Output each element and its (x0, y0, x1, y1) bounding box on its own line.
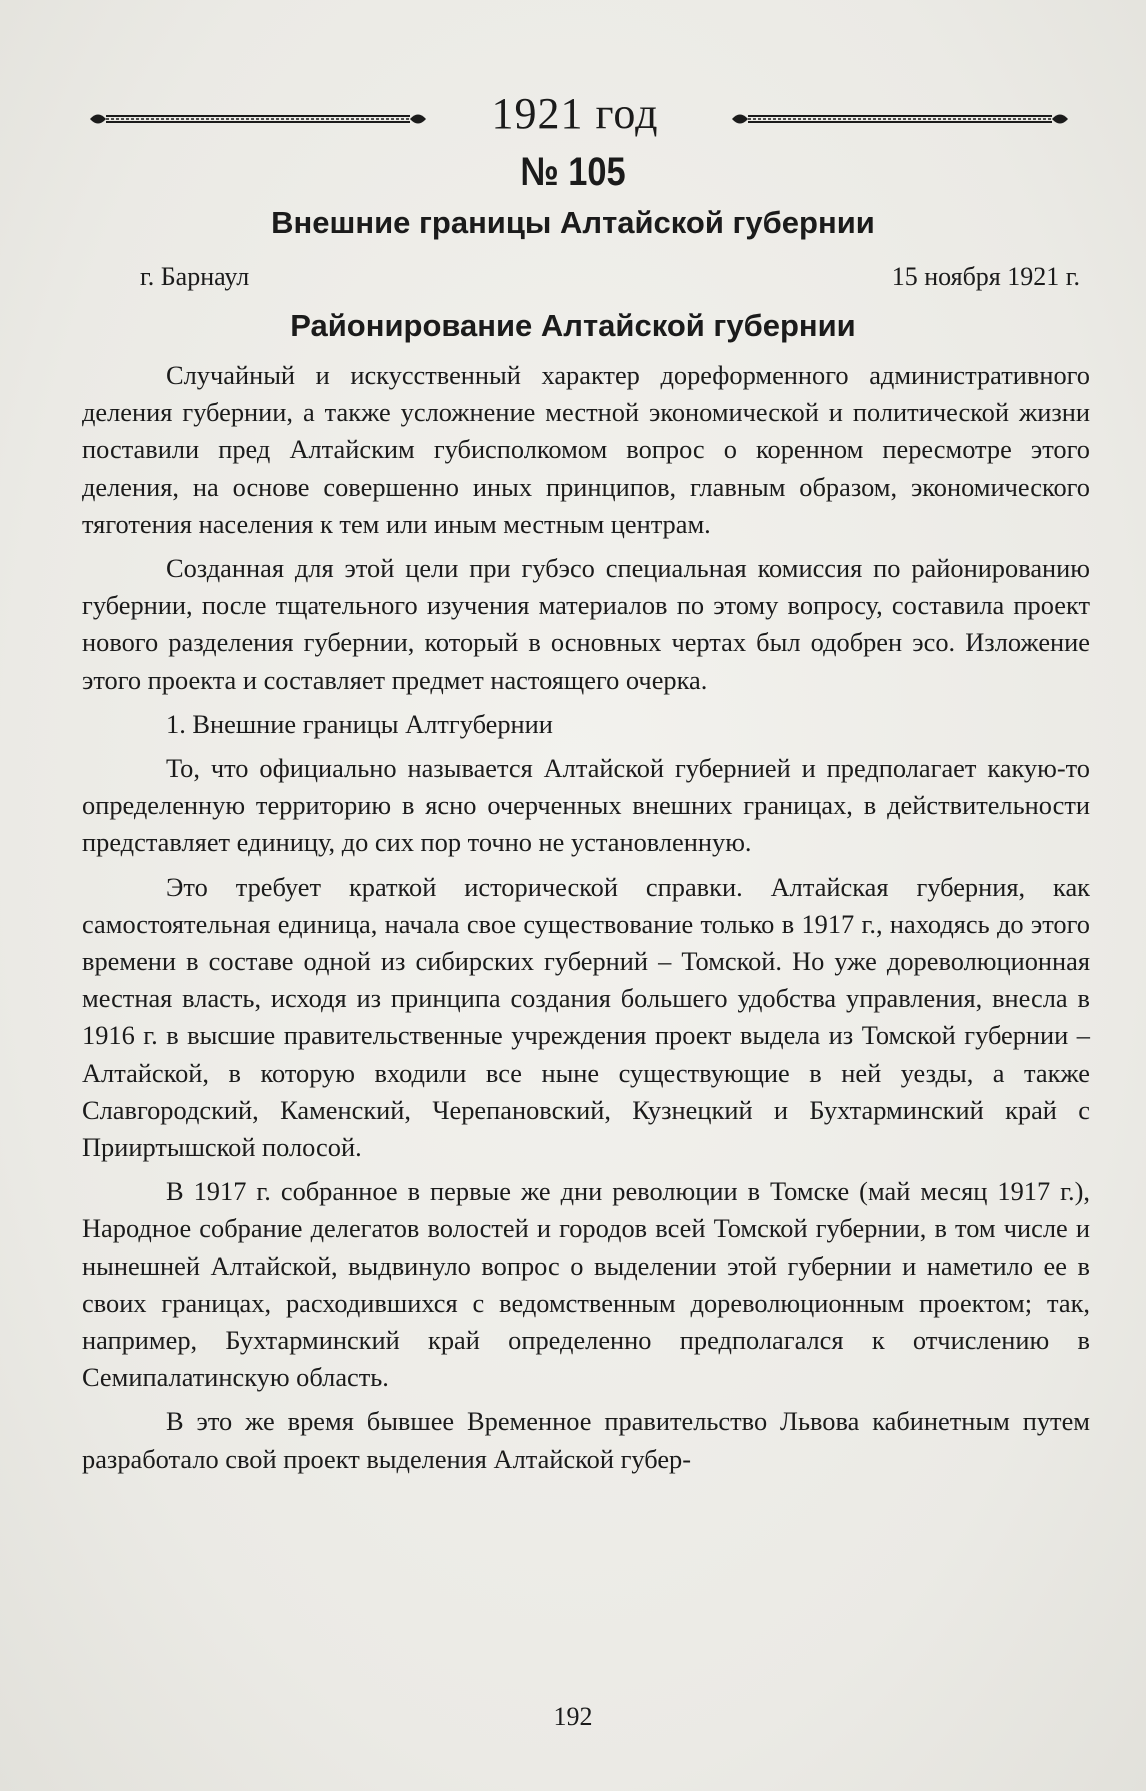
place: г. Барнаул (140, 262, 250, 291)
paragraph: Это требует краткой исторической справки. Алтайская губерния, как самостоятельная единица, начала свое существование только в 1917 г., находясь до этого времени в составе одной из сибирских губерний – Томской. Но уже дореволюционная местная власть, исходя из принципа создания большего удобства управления, внесла в 1916 г. в высшие правительственные учреждения проект выдела из Томской губернии – Алтайской, в которую входили все ныне существующие в ней уезды, а также Славгородский, Каменский, Черепановский, Кузнецкий и Бухтарминский край с Прииртышской полосой. (82, 871, 1090, 1163)
year-title: 1921 год (491, 89, 659, 138)
year-header (80, 88, 1070, 148)
section-heading: 1. Внешние границы Алтгубернии (166, 708, 553, 739)
paragraph: Созданная для этой цели при губэсо специальная комиссия по районированию губернии, после тщательного изучения материалов по этому вопросу, составила проект нового разделения губернии, который в основных чертах был одобрен эсо. Изложение этого проекта и составляет предмет настоящего очерка. (82, 553, 1090, 695)
paragraph: В 1917 г. собранное в первые же дни революции в Томске (май месяц 1917 г.), Народное собрание делегатов волостей и городов всей Томской губернии, в том числе и нынешней Алтайской, выдвинуло вопрос о выделении этой губернии и наметило ее в своих границах, расходившихся с ведомственным дореволюционным проектом; так, например, Бухтарминский край определенно предполагался к отчислению в Семипалатинскую область. (82, 1176, 1090, 1393)
paragraph: Случайный и искусственный характер дореформенного административного деления губернии, а также усложнение местной экономической и политической жизни поставили пред Алтайским губисполкомом вопрос о коренном пересмотре этого деления, на основе совершенно иных принципов, главным образом, экономического тяготения населения к тем или иным местным центрам. (82, 360, 1090, 539)
page-number: 192 (553, 1702, 593, 1731)
body-text (82, 357, 1090, 1485)
ornament-right-icon (730, 108, 1070, 130)
paragraph: То, что официально называется Алтайской губернией и предполагает какую-то определенную территорию в ясно очерченных внешних границах, в действительности представляет единицу, до сих пор точно не установленную. (82, 753, 1090, 858)
date: 15 ноября 1921 г. (891, 262, 1080, 291)
article-title: Районирование Алтайской губернии (290, 308, 856, 343)
place-date-line (140, 262, 1080, 298)
document-number: № 105 (520, 150, 626, 194)
document-title: Внешние границы Алтайской губернии (271, 205, 875, 240)
paragraph: В это же время бывшее Временное правительство Львова кабинетным путем разработало свой проект выделения Алтайской губер- (82, 1406, 1090, 1474)
